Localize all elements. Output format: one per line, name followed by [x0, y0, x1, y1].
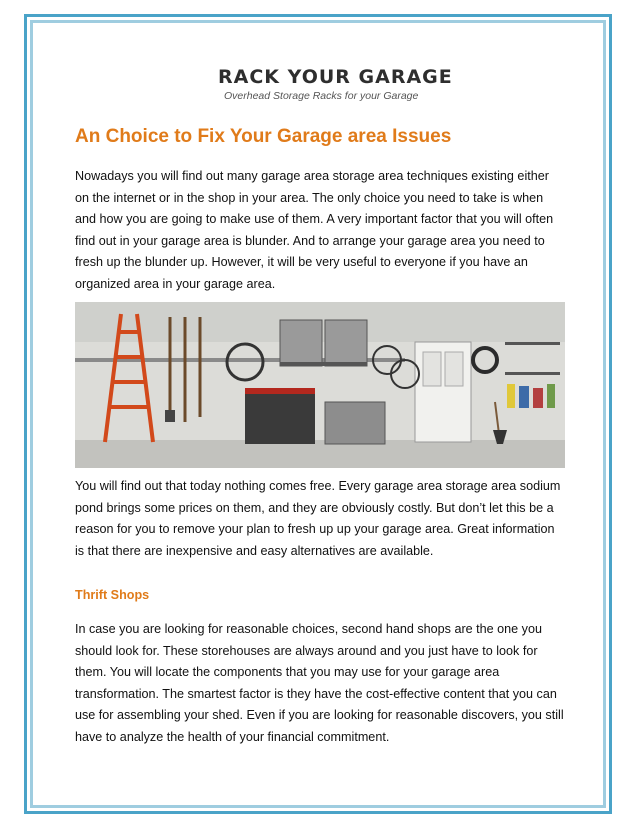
- article-paragraph-2: You will find out that today nothing comes free. Every garage area storage area sodium pond brings some prices on them, and they are obviously costly. But don’t let this be a reason for you to remove your plan to fresh up up your garage area. Great information is that there are inexpensive and easy alternatives are available.: [75, 479, 561, 558]
- article-title: An Choice to Fix Your Garage area Issues: [75, 126, 452, 147]
- logo-title: RACK YOUR GARAGE: [218, 66, 453, 88]
- section-heading-thrift-shops: Thrift Shops: [75, 588, 150, 602]
- logo-subtitle: Overhead Storage Racks for your Garage: [224, 90, 419, 102]
- site-logo: [218, 66, 453, 110]
- article-paragraph-1: Nowadays you will find out many garage area storage area techniques existing either on the internet or in the shop in your area. The only choice you need to take is when and how you are going to make use of them. A very important factor that you will often find out in your garage area is blunder. And to arrange your garage area you need to fresh up the blunder up. However, it will be very useful to everyone if you have an organized area in your garage area.: [75, 169, 554, 291]
- article-paragraph-3: In case you are looking for reasonable choices, second hand shops are the one you should look for. These storehouses are always around and you just have to look for them. You will locate the components that you may use for your garage area transformation. The smartest factor is they have the cost-effective content that you can use for assembling your shed. Even if you are looking for reasonable discovers, you still have to analyze the health of your financial commitment.: [75, 622, 564, 744]
- garage-storage-photo: [75, 302, 565, 468]
